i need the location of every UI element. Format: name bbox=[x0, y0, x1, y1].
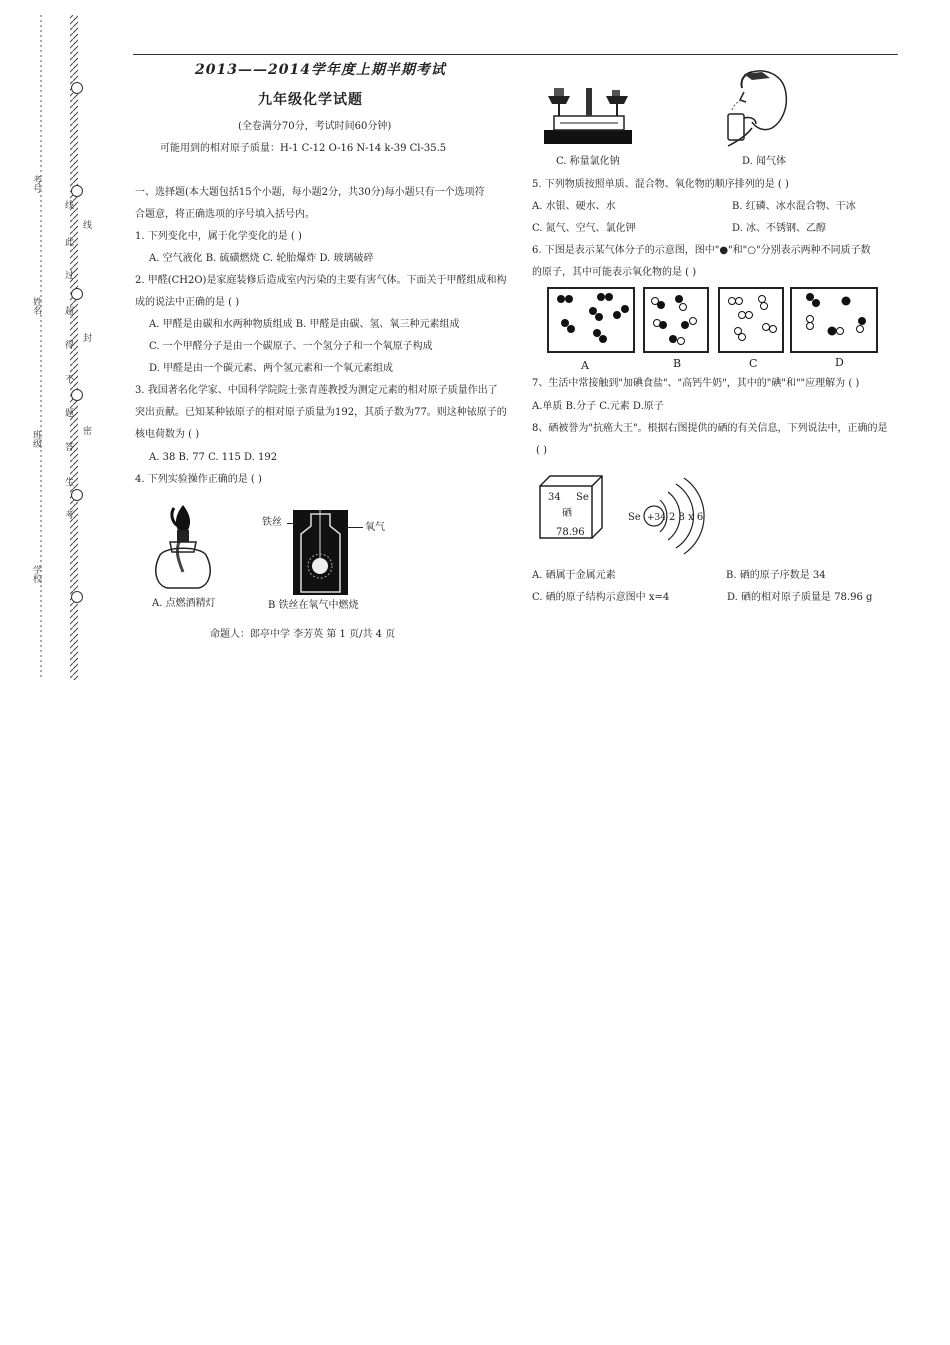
question-8-option-b: B. 硒的原子序数是 34 bbox=[726, 570, 826, 581]
question-1-options: A. 空气液化 B. 硫磺燃烧 C. 轮胎爆炸 D. 玻璃破碎 bbox=[149, 253, 374, 264]
question-8-option-a: A. 硒属于金属元素 bbox=[532, 570, 616, 581]
question-4: 4. 下列实验操作正确的是 ( ) bbox=[135, 474, 262, 485]
binder-label-class: 班级 bbox=[31, 430, 41, 448]
seal-char: 超 bbox=[63, 306, 73, 315]
label-leader-line bbox=[287, 523, 297, 524]
figure-d-caption: D. 闻气体 bbox=[742, 156, 787, 167]
top-rule bbox=[133, 54, 898, 55]
binder-hole bbox=[71, 82, 83, 94]
seal-char-right: 密 bbox=[81, 426, 91, 435]
label-oxygen: 氧气 bbox=[365, 522, 385, 533]
seal-char: 过 bbox=[63, 270, 73, 279]
question-5-option-b: B. 红磷、冰水混合物、干冰 bbox=[732, 201, 856, 212]
seal-char: 题 bbox=[63, 408, 73, 417]
question-5-option-d: D. 冰、不锈钢、乙醇 bbox=[732, 223, 827, 234]
question-2-option-ab: A. 甲醛是由碳和水两种物质组成 B. 甲醛是由碳、氢、氧三种元素组成 bbox=[149, 319, 460, 330]
question-3-line-2: 突出贡献。已知某种铱原子的相对原子质量为192，其质子数为77。则这种铱原子的 bbox=[135, 407, 507, 418]
question-8-line-1: 8、硒被誉为"抗癌大王"。根据右图提供的硒的有关信息，下列说法中，正确的是 bbox=[532, 423, 888, 434]
exam-title: 2013——2014学年度上期半期考试 bbox=[195, 62, 446, 78]
molecule-label-a: A bbox=[581, 359, 589, 372]
selenium-nucleus: +34 bbox=[647, 513, 666, 523]
question-5-option-a: A. 水银、硬水、水 bbox=[532, 201, 616, 212]
selenium-shells: 2 8 x 6 bbox=[669, 512, 704, 523]
figure-c-caption: C. 称量氯化钠 bbox=[556, 156, 620, 167]
selenium-name: 硒 bbox=[562, 508, 572, 519]
seal-char-right: 线 bbox=[81, 220, 91, 229]
page-footer: 命题人：郎亭中学 李芳英 第 1 页/共 4 页 bbox=[210, 629, 396, 640]
seal-char: 答 bbox=[63, 442, 73, 451]
binder-hole bbox=[71, 185, 83, 197]
seal-char-right: 封 bbox=[81, 333, 91, 342]
exam-info: (全卷满分70分，考试时间60分钟) bbox=[238, 121, 392, 132]
molecule-label-c: C bbox=[749, 357, 758, 370]
question-2-option-c: C. 一个甲醛分子是由一个碳原子、一个氢分子和一个氧原子构成 bbox=[149, 341, 433, 352]
atomic-masses: 可能用到的相对原子质量：H-1 C-12 O-16 N-14 k-39 Cl-35.5 bbox=[160, 143, 447, 154]
question-7-options: A.单质 B.分子 C.元素 D.原子 bbox=[532, 401, 664, 412]
question-5: 5. 下列物质按照单质、混合物、氧化物的顺序排列的是 ( ) bbox=[532, 179, 789, 190]
binder-hole bbox=[71, 489, 83, 501]
question-2-option-d: D. 甲醛是由一个碳元素、两个氢元素和一个氧元素组成 bbox=[149, 363, 394, 374]
question-3-options: A. 38 B. 77 C. 115 D. 192 bbox=[149, 452, 278, 463]
binder-label-name: 姓名 bbox=[31, 297, 41, 315]
binder-hole bbox=[71, 591, 83, 603]
seal-char: 线 bbox=[63, 200, 73, 209]
molecule-box-a bbox=[547, 287, 635, 353]
question-8-line-2: ( ) bbox=[536, 445, 547, 456]
figure-b-caption: B 铁丝在氧气中燃烧 bbox=[268, 600, 359, 611]
question-1: 1. 下列变化中，属于化学变化的是 ( ) bbox=[135, 231, 302, 242]
section-heading: 一、选择题(本大题包括15个小题，每小题2分，共30分)每小题只有一个选项符 bbox=[135, 187, 485, 198]
alcohol-lamp-figure bbox=[148, 500, 218, 595]
molecule-box-d bbox=[790, 287, 878, 353]
question-6-line-1: 6. 下图是表示某气体分子的示意图，图中"●"和"○"分别表示两种不同质子数 bbox=[532, 245, 871, 256]
seal-char: 不 bbox=[63, 374, 73, 383]
question-8-option-c: C. 硒的原子结构示意图中 x=4 bbox=[532, 592, 670, 603]
binder-label-exam-no: 考号 bbox=[31, 175, 41, 193]
question-3-line-1: 3. 我国著名化学家、中国科学院院士张青莲教授为测定元素的相对原子质量作出了 bbox=[135, 385, 498, 396]
seal-char: 生 bbox=[63, 477, 73, 486]
binder-hole bbox=[71, 288, 83, 300]
question-3-line-3: 核电荷数为 ( ) bbox=[135, 429, 200, 440]
section-heading-2: 合题意，将正确选项的序号填入括号内。 bbox=[135, 209, 315, 220]
question-5-option-c: C. 氮气、空气、氯化钾 bbox=[532, 223, 636, 234]
exam-subtitle: 九年级化学试题 bbox=[258, 92, 363, 108]
question-6-line-2: 的原子，其中可能表示氧化物的是 ( ) bbox=[532, 267, 697, 278]
selenium-atom-label: Se bbox=[628, 512, 641, 523]
question-2-line-2: 成的说法中正确的是 ( ) bbox=[135, 297, 240, 308]
question-7: 7、生活中常接触到"加碘食盐"、"高钙牛奶"，其中的"碘"和""应理解为 ( ) bbox=[532, 378, 860, 389]
label-leader-line bbox=[345, 527, 363, 528]
seal-char: 得 bbox=[63, 340, 73, 349]
binder-hole bbox=[71, 389, 83, 401]
seal-char: 此 bbox=[63, 237, 73, 246]
seal-char: 考 bbox=[63, 510, 73, 519]
molecule-label-b: B bbox=[673, 357, 682, 370]
molecule-label-d: D bbox=[835, 356, 844, 369]
iron-wire-bottle-figure bbox=[293, 510, 348, 595]
balance-scale-figure bbox=[540, 78, 635, 148]
selenium-symbol: Se bbox=[576, 492, 589, 503]
selenium-atomic-number: 34 bbox=[548, 492, 561, 503]
molecule-box-c bbox=[718, 287, 784, 353]
molecule-box-b bbox=[643, 287, 709, 353]
smelling-gas-figure bbox=[722, 66, 794, 151]
label-iron-wire: 铁丝 bbox=[262, 517, 282, 528]
selenium-atomic-mass: 78.96 bbox=[556, 527, 585, 538]
figure-a-caption: A. 点燃酒精灯 bbox=[152, 598, 216, 609]
question-2-line-1: 2. 甲醛(CH2O)是家庭装修后造成室内污染的主要有害气体。下面关于甲醛组成和构 bbox=[135, 275, 507, 286]
binder-label-school: 学校 bbox=[31, 565, 41, 583]
question-8-option-d: D. 硒的相对原子质量是 78.96 g bbox=[727, 592, 873, 603]
